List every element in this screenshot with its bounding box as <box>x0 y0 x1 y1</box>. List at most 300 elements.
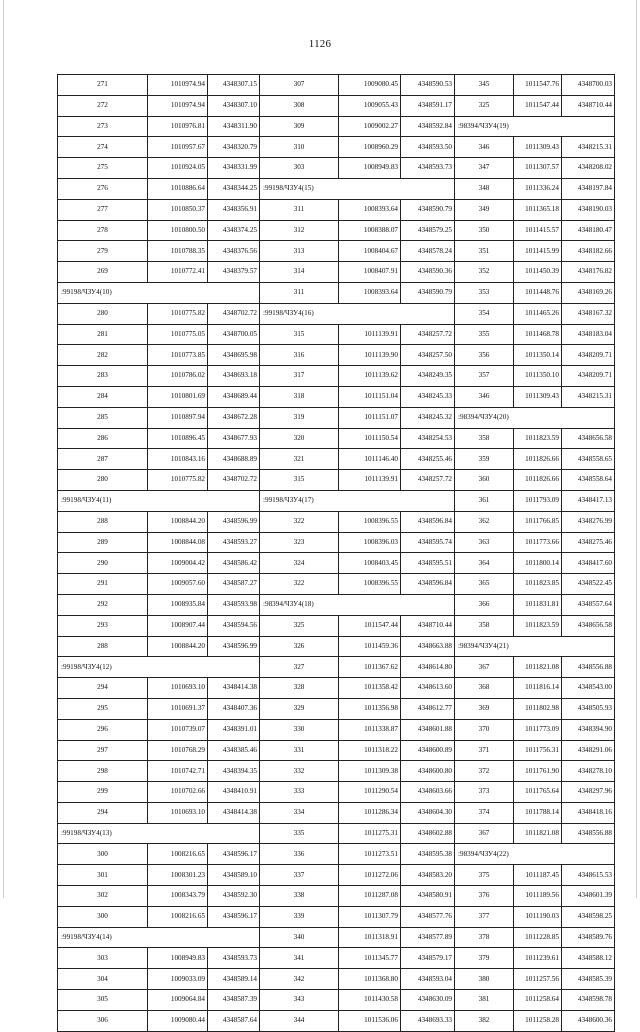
y-coordinate: 4348311.90 <box>208 116 260 137</box>
x-coordinate: 1011430.58 <box>339 990 401 1011</box>
y-coordinate: 4348169.26 <box>562 282 615 303</box>
y-coordinate: 4348417.60 <box>562 553 615 574</box>
table-row <box>58 262 615 283</box>
table-row <box>58 282 615 303</box>
x-coordinate: 1011345.77 <box>339 948 401 969</box>
x-coordinate: 1011448.76 <box>514 282 562 303</box>
point-number: 333 <box>260 782 339 803</box>
y-coordinate: 4348276.99 <box>562 511 615 532</box>
y-coordinate: 4348595.51 <box>401 553 455 574</box>
x-coordinate: 1011802.98 <box>514 698 562 719</box>
table-row <box>58 407 615 428</box>
y-coordinate: 4348307.10 <box>208 95 260 116</box>
point-number: 343 <box>260 990 339 1011</box>
y-coordinate: 4348700.05 <box>208 324 260 345</box>
x-coordinate: 1008396.55 <box>339 574 401 595</box>
point-number: 288 <box>58 511 148 532</box>
parcel-label: :98394/ЧЗУ4(18) <box>260 594 455 615</box>
parcel-label: :99198/ЧЗУ4(11) <box>58 490 260 511</box>
table-row <box>58 657 615 678</box>
x-coordinate: 1010773.85 <box>148 345 208 366</box>
y-coordinate: 4348602.88 <box>401 823 455 844</box>
x-coordinate: 1010739.07 <box>148 719 208 740</box>
table-row <box>58 345 615 366</box>
point-number: 330 <box>260 719 339 740</box>
point-number: 375 <box>455 865 514 886</box>
point-number: 296 <box>58 719 148 740</box>
x-coordinate: 1011350.10 <box>514 366 562 387</box>
table-row <box>58 990 615 1011</box>
y-coordinate: 4348255.46 <box>401 449 455 470</box>
point-number: 347 <box>455 158 514 179</box>
x-coordinate: 1011309.43 <box>514 137 562 158</box>
x-coordinate: 1011756.31 <box>514 740 562 761</box>
point-number: 294 <box>58 678 148 699</box>
point-number: 300 <box>58 844 148 865</box>
point-number: 321 <box>260 449 339 470</box>
point-number: 373 <box>455 782 514 803</box>
x-coordinate: 1010775.05 <box>148 324 208 345</box>
point-number: 281 <box>58 324 148 345</box>
x-coordinate: 1011239.61 <box>514 948 562 969</box>
x-coordinate: 1011816.14 <box>514 678 562 699</box>
y-coordinate: 4348700.03 <box>562 75 615 96</box>
table-row <box>58 470 615 491</box>
point-number: 368 <box>455 678 514 699</box>
x-coordinate: 1008396.03 <box>339 532 401 553</box>
x-coordinate: 1011547.44 <box>339 615 401 636</box>
y-coordinate: 4348209.71 <box>562 366 615 387</box>
point-number: 280 <box>58 470 148 491</box>
y-coordinate: 4348614.80 <box>401 657 455 678</box>
point-number: 275 <box>58 158 148 179</box>
table-row <box>58 158 615 179</box>
point-number: 363 <box>455 532 514 553</box>
x-coordinate: 1010693.10 <box>148 678 208 699</box>
y-coordinate: 4348630.09 <box>401 990 455 1011</box>
point-number: 350 <box>455 220 514 241</box>
x-coordinate: 1011547.44 <box>514 95 562 116</box>
x-coordinate: 1011761.90 <box>514 761 562 782</box>
point-number: 319 <box>260 407 339 428</box>
x-coordinate: 1011831.81 <box>514 594 562 615</box>
point-number: 367 <box>455 823 514 844</box>
x-coordinate: 1010775.82 <box>148 303 208 324</box>
x-coordinate: 1010801.69 <box>148 386 208 407</box>
table-row <box>58 678 615 699</box>
y-coordinate: 4348615.53 <box>562 865 615 886</box>
table-row <box>58 449 615 470</box>
x-coordinate: 1008393.64 <box>339 199 401 220</box>
table-row <box>58 511 615 532</box>
y-coordinate: 4348580.91 <box>401 886 455 907</box>
parcel-label: :99198/ЧЗУ4(10) <box>58 282 260 303</box>
y-coordinate: 4348587.39 <box>208 990 260 1011</box>
table-row <box>58 137 615 158</box>
point-number: 313 <box>260 241 339 262</box>
table-row <box>58 886 615 907</box>
x-coordinate: 1009057.60 <box>148 574 208 595</box>
x-coordinate: 1011468.78 <box>514 324 562 345</box>
y-coordinate: 4348522.45 <box>562 574 615 595</box>
x-coordinate: 1011415.57 <box>514 220 562 241</box>
x-coordinate: 1011287.08 <box>339 886 401 907</box>
point-number: 345 <box>455 75 514 96</box>
x-coordinate: 1011773.66 <box>514 532 562 553</box>
point-number: 325 <box>260 615 339 636</box>
y-coordinate: 4348374.25 <box>208 220 260 241</box>
x-coordinate: 1011356.98 <box>339 698 401 719</box>
table-row <box>58 948 615 969</box>
x-coordinate: 1011788.14 <box>514 802 562 823</box>
point-number: 274 <box>58 137 148 158</box>
parcel-label: :99198/ЧЗУ4(16) <box>260 303 455 324</box>
point-number: 312 <box>260 220 339 241</box>
y-coordinate: 4348257.50 <box>401 345 455 366</box>
point-number: 346 <box>455 137 514 158</box>
point-number: 371 <box>455 740 514 761</box>
x-coordinate: 1008844.20 <box>148 636 208 657</box>
x-coordinate: 1008403.45 <box>339 553 401 574</box>
point-number: 353 <box>455 282 514 303</box>
point-number: 302 <box>58 886 148 907</box>
x-coordinate: 1011367.62 <box>339 657 401 678</box>
point-number: 282 <box>58 345 148 366</box>
table-row <box>58 490 615 511</box>
parcel-label: :99198/ЧЗУ4(13) <box>58 823 260 844</box>
x-coordinate: 1008393.64 <box>339 282 401 303</box>
y-coordinate: 4348394.90 <box>562 719 615 740</box>
table-row <box>58 75 615 96</box>
y-coordinate: 4348656.58 <box>562 615 615 636</box>
scan-edge-right <box>636 0 637 898</box>
table-row <box>58 428 615 449</box>
point-number: 344 <box>260 1010 339 1031</box>
table-row <box>58 594 615 615</box>
y-coordinate: 4348656.58 <box>562 428 615 449</box>
table-row <box>58 636 615 657</box>
point-number: 356 <box>455 345 514 366</box>
point-number: 320 <box>260 428 339 449</box>
y-coordinate: 4348589.10 <box>208 865 260 886</box>
x-coordinate: 1011358.42 <box>339 678 401 699</box>
x-coordinate: 1011151.07 <box>339 407 401 428</box>
point-number: 341 <box>260 948 339 969</box>
y-coordinate: 4348245.33 <box>401 386 455 407</box>
x-coordinate: 1010974.94 <box>148 75 208 96</box>
x-coordinate: 1010896.45 <box>148 428 208 449</box>
y-coordinate: 4348190.03 <box>562 199 615 220</box>
x-coordinate: 1008407.91 <box>339 262 401 283</box>
point-number: 358 <box>455 615 514 636</box>
point-number: 279 <box>58 241 148 262</box>
point-number: 291 <box>58 574 148 595</box>
x-coordinate: 1011821.08 <box>514 823 562 844</box>
y-coordinate: 4348590.36 <box>401 262 455 283</box>
y-coordinate: 4348249.35 <box>401 366 455 387</box>
y-coordinate: 4348590.79 <box>401 282 455 303</box>
y-coordinate: 4348590.53 <box>401 75 455 96</box>
x-coordinate: 1011146.40 <box>339 449 401 470</box>
y-coordinate: 4348558.64 <box>562 470 615 491</box>
table-row <box>58 1010 615 1031</box>
point-number: 292 <box>58 594 148 615</box>
y-coordinate: 4348603.66 <box>401 782 455 803</box>
x-coordinate: 1011459.36 <box>339 636 401 657</box>
table-row <box>58 802 615 823</box>
x-coordinate: 1009004.42 <box>148 553 208 574</box>
point-number: 298 <box>58 761 148 782</box>
point-number: 305 <box>58 990 148 1011</box>
point-number: 351 <box>455 241 514 262</box>
y-coordinate: 4348557.64 <box>562 594 615 615</box>
point-number: 379 <box>455 948 514 969</box>
y-coordinate: 4348257.72 <box>401 324 455 345</box>
point-number: 311 <box>260 282 339 303</box>
x-coordinate: 1011286.34 <box>339 802 401 823</box>
point-number: 288 <box>58 636 148 657</box>
point-number: 297 <box>58 740 148 761</box>
point-number: 290 <box>58 553 148 574</box>
y-coordinate: 4348278.10 <box>562 761 615 782</box>
y-coordinate: 4348693.18 <box>208 366 260 387</box>
x-coordinate: 1010786.02 <box>148 366 208 387</box>
x-coordinate: 1009055.43 <box>339 95 401 116</box>
x-coordinate: 1010957.67 <box>148 137 208 158</box>
table-row <box>58 574 615 595</box>
y-coordinate: 4348585.39 <box>562 969 615 990</box>
point-number: 378 <box>455 927 514 948</box>
x-coordinate: 1009080.45 <box>339 75 401 96</box>
x-coordinate: 1011823.85 <box>514 574 562 595</box>
point-number: 304 <box>58 969 148 990</box>
x-coordinate: 1008949.83 <box>148 948 208 969</box>
x-coordinate: 1010775.82 <box>148 470 208 491</box>
y-coordinate: 4348556.88 <box>562 657 615 678</box>
y-coordinate: 4348689.44 <box>208 386 260 407</box>
x-coordinate: 1009080.44 <box>148 1010 208 1031</box>
y-coordinate: 4348331.99 <box>208 158 260 179</box>
point-number: 272 <box>58 95 148 116</box>
y-coordinate: 4348577.76 <box>401 906 455 927</box>
x-coordinate: 1011465.26 <box>514 303 562 324</box>
scan-edge-left <box>3 0 4 898</box>
point-number: 303 <box>58 948 148 969</box>
point-number: 360 <box>455 470 514 491</box>
point-number: 376 <box>455 886 514 907</box>
point-number: 337 <box>260 865 339 886</box>
y-coordinate: 4348583.20 <box>401 865 455 886</box>
y-coordinate: 4348208.02 <box>562 158 615 179</box>
y-coordinate: 4348215.31 <box>562 386 615 407</box>
table-row <box>58 532 615 553</box>
coordinates-table <box>57 74 615 1032</box>
point-number: 289 <box>58 532 148 553</box>
point-number: 278 <box>58 220 148 241</box>
point-number: 323 <box>260 532 339 553</box>
x-coordinate: 1008907.44 <box>148 615 208 636</box>
x-coordinate: 1011450.39 <box>514 262 562 283</box>
point-number: 271 <box>58 75 148 96</box>
point-number: 277 <box>58 199 148 220</box>
y-coordinate: 4348417.13 <box>562 490 615 511</box>
point-number: 285 <box>58 407 148 428</box>
point-number: 303 <box>260 158 339 179</box>
x-coordinate: 1011773.09 <box>514 719 562 740</box>
point-number: 273 <box>58 116 148 137</box>
x-coordinate: 1011350.14 <box>514 345 562 366</box>
x-coordinate: 1011826.66 <box>514 470 562 491</box>
y-coordinate: 4348182.66 <box>562 241 615 262</box>
table-row <box>58 615 615 636</box>
x-coordinate: 1010702.66 <box>148 782 208 803</box>
table-row <box>58 782 615 803</box>
point-number: 348 <box>455 178 514 199</box>
parcel-label: :99198/ЧЗУ4(14) <box>58 927 260 948</box>
x-coordinate: 1011765.64 <box>514 782 562 803</box>
x-coordinate: 1010768.29 <box>148 740 208 761</box>
table-row <box>58 366 615 387</box>
x-coordinate: 1011139.91 <box>339 470 401 491</box>
y-coordinate: 4348594.56 <box>208 615 260 636</box>
point-number: 361 <box>455 490 514 511</box>
x-coordinate: 1011257.56 <box>514 969 562 990</box>
point-number: 315 <box>260 470 339 491</box>
point-number: 357 <box>455 366 514 387</box>
x-coordinate: 1011365.18 <box>514 199 562 220</box>
x-coordinate: 1011823.59 <box>514 428 562 449</box>
y-coordinate: 4348589.76 <box>562 927 615 948</box>
point-number: 336 <box>260 844 339 865</box>
y-coordinate: 4348167.32 <box>562 303 615 324</box>
point-number: 329 <box>260 698 339 719</box>
y-coordinate: 4348593.27 <box>208 532 260 553</box>
x-coordinate: 1008404.67 <box>339 241 401 262</box>
y-coordinate: 4348579.25 <box>401 220 455 241</box>
y-coordinate: 4348245.32 <box>401 407 455 428</box>
parcel-label: :98394/ЧЗУ4(19) <box>455 116 615 137</box>
table-row <box>58 740 615 761</box>
x-coordinate: 1010691.37 <box>148 698 208 719</box>
x-coordinate: 1010974.94 <box>148 95 208 116</box>
x-coordinate: 1008844.08 <box>148 532 208 553</box>
point-number: 310 <box>260 137 339 158</box>
x-coordinate: 1008343.79 <box>148 886 208 907</box>
page-number: 1126 <box>308 38 332 50</box>
y-coordinate: 4348593.73 <box>401 158 455 179</box>
x-coordinate: 1010850.37 <box>148 199 208 220</box>
point-number: 287 <box>58 449 148 470</box>
point-number: 342 <box>260 969 339 990</box>
x-coordinate: 1010886.64 <box>148 178 208 199</box>
point-number: 316 <box>260 345 339 366</box>
y-coordinate: 4348596.17 <box>208 844 260 865</box>
y-coordinate: 4348410.91 <box>208 782 260 803</box>
x-coordinate: 1011821.08 <box>514 657 562 678</box>
point-number: 309 <box>260 116 339 137</box>
y-coordinate: 4348710.44 <box>562 95 615 116</box>
y-coordinate: 4348344.25 <box>208 178 260 199</box>
parcel-label: :98394/ЧЗУ4(22) <box>455 844 615 865</box>
point-number: 322 <box>260 511 339 532</box>
x-coordinate: 1008301.23 <box>148 865 208 886</box>
y-coordinate: 4348702.72 <box>208 303 260 324</box>
x-coordinate: 1011307.57 <box>514 158 562 179</box>
y-coordinate: 4348577.89 <box>401 927 455 948</box>
point-number: 300 <box>58 906 148 927</box>
y-coordinate: 4348663.88 <box>401 636 455 657</box>
y-coordinate: 4348710.44 <box>401 615 455 636</box>
y-coordinate: 4348587.27 <box>208 574 260 595</box>
y-coordinate: 4348592.84 <box>401 116 455 137</box>
y-coordinate: 4348391.01 <box>208 719 260 740</box>
y-coordinate: 4348587.64 <box>208 1010 260 1031</box>
y-coordinate: 4348556.88 <box>562 823 615 844</box>
point-number: 372 <box>455 761 514 782</box>
point-number: 339 <box>260 906 339 927</box>
point-number: 369 <box>455 698 514 719</box>
x-coordinate: 1009002.27 <box>339 116 401 137</box>
y-coordinate: 4348586.42 <box>208 553 260 574</box>
x-coordinate: 1011139.62 <box>339 366 401 387</box>
y-coordinate: 4348596.84 <box>401 511 455 532</box>
x-coordinate: 1008844.20 <box>148 511 208 532</box>
y-coordinate: 4348596.99 <box>208 511 260 532</box>
x-coordinate: 1011151.04 <box>339 386 401 407</box>
y-coordinate: 4348543.00 <box>562 678 615 699</box>
y-coordinate: 4348595.38 <box>401 844 455 865</box>
x-coordinate: 1011766.85 <box>514 511 562 532</box>
point-number: 381 <box>455 990 514 1011</box>
x-coordinate: 1011368.80 <box>339 969 401 990</box>
y-coordinate: 4348407.36 <box>208 698 260 719</box>
table-row <box>58 906 615 927</box>
parcel-label: :98394/ЧЗУ4(21) <box>455 636 615 657</box>
x-coordinate: 1011823.59 <box>514 615 562 636</box>
point-number: 295 <box>58 698 148 719</box>
y-coordinate: 4348677.93 <box>208 428 260 449</box>
y-coordinate: 4348595.74 <box>401 532 455 553</box>
y-coordinate: 4348257.72 <box>401 470 455 491</box>
y-coordinate: 4348418.16 <box>562 802 615 823</box>
point-number: 314 <box>260 262 339 283</box>
y-coordinate: 4348379.57 <box>208 262 260 283</box>
table-row <box>58 927 615 948</box>
point-number: 324 <box>260 553 339 574</box>
point-number: 374 <box>455 802 514 823</box>
x-coordinate: 1009064.84 <box>148 990 208 1011</box>
y-coordinate: 4348297.96 <box>562 782 615 803</box>
point-number: 354 <box>455 303 514 324</box>
x-coordinate: 1011273.51 <box>339 844 401 865</box>
y-coordinate: 4348600.36 <box>562 1010 615 1031</box>
table-row <box>58 220 615 241</box>
y-coordinate: 4348601.88 <box>401 719 455 740</box>
point-number: 326 <box>260 636 339 657</box>
x-coordinate: 1010800.50 <box>148 220 208 241</box>
point-number: 301 <box>58 865 148 886</box>
point-number: 318 <box>260 386 339 407</box>
y-coordinate: 4348600.89 <box>401 740 455 761</box>
point-number: 382 <box>455 1010 514 1031</box>
table-row <box>58 386 615 407</box>
y-coordinate: 4348593.73 <box>208 948 260 969</box>
x-coordinate: 1011189.56 <box>514 886 562 907</box>
y-coordinate: 4348688.89 <box>208 449 260 470</box>
x-coordinate: 1010742.71 <box>148 761 208 782</box>
x-coordinate: 1011228.85 <box>514 927 562 948</box>
y-coordinate: 4348693.33 <box>401 1010 455 1031</box>
